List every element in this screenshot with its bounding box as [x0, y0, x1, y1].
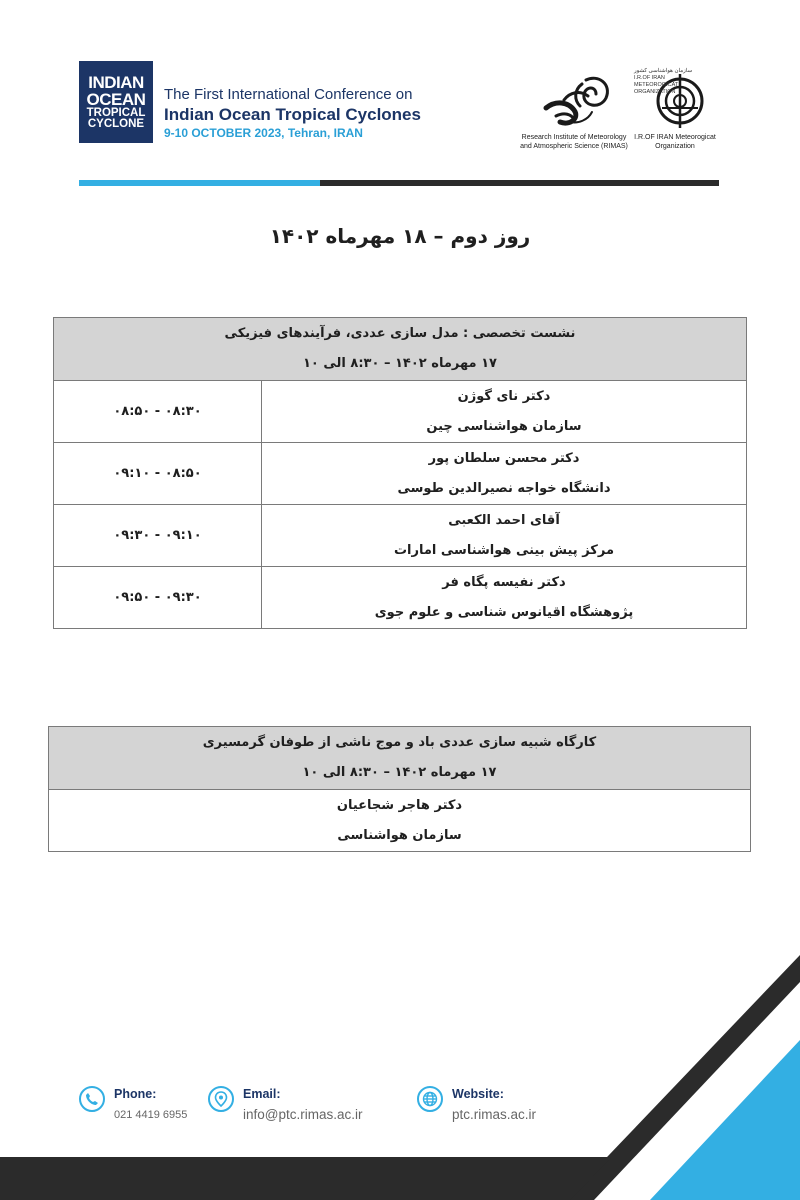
session2-title: کارگاه شبیه سازی عددی باد و موج ناشی از طوفان گرمسیری — [202, 735, 597, 750]
phone-value[interactable]: 021 4419 6955 — [114, 1109, 188, 1121]
phone-icon — [79, 1086, 105, 1112]
irimo-caption: I.R.OF IRAN Meteorogicat — [634, 134, 716, 141]
irimo-small-line: METEOROGICAT — [634, 82, 679, 88]
day-title: روز دوم – ۱۸ مهرماه ۱۴۰۲ — [269, 224, 531, 248]
speaker-name: دکتر نای گوژن — [457, 388, 551, 404]
logo-line: INDIAN — [88, 72, 144, 92]
speaker-org: سازمان هواشناسی — [337, 827, 462, 843]
irimo-caption: Organization — [655, 143, 695, 150]
time-slot: ۰۸:۳۰ - ۰۸:۵۰ — [113, 404, 202, 419]
time-slot: ۰۸:۵۰ - ۰۹:۱۰ — [113, 466, 202, 481]
rimas-caption: Research Institute of Meteorology — [521, 134, 627, 141]
conference-dates: 9-10 OCTOBER 2023, Tehran, IRAN — [164, 126, 363, 140]
conference-title-line2: Indian Ocean Tropical Cyclones — [164, 105, 421, 124]
location-pin-icon — [208, 1086, 234, 1112]
email-label: Email: — [243, 1087, 281, 1101]
speaker-org: مرکز پیش بینی هواشناسی امارات — [393, 542, 615, 558]
footer-bar — [0, 1157, 612, 1200]
conference-title-line1: The First International Conference on — [164, 86, 413, 103]
speaker-org: پژوهشگاه اقیانوس شناسی و علوم جوی — [374, 604, 634, 620]
speaker-org: سازمان هواشناسی چین — [426, 418, 582, 434]
time-slot: ۰۹:۱۰ - ۰۹:۳۰ — [113, 528, 202, 543]
speaker-org: دانشگاه خواجه نصیرالدین طوسی — [397, 480, 611, 496]
globe-icon — [417, 1086, 443, 1112]
logo-line: TROPICAL — [86, 106, 146, 119]
speaker-name: دکتر هاجر شجاعیان — [336, 797, 463, 813]
website-value[interactable]: ptc.rimas.ac.ir — [452, 1107, 537, 1122]
speaker-name: دکتر محسن سلطان پور — [428, 450, 580, 466]
speaker-name: آقای احمد الکعبی — [448, 512, 560, 528]
session1-title: نشست تخصصی : مدل سازی عددی، فرآیندهای فیزیکی — [224, 326, 576, 341]
time-slot: ۰۹:۳۰ - ۰۹:۵۰ — [113, 590, 202, 605]
session2-date: ۱۷ مهرماه ۱۴۰۲ – ۸:۳۰ الی ۱۰ — [302, 765, 497, 780]
rimas-caption: and Atmospheric Science (RIMAS) — [520, 143, 628, 150]
irimo-small-line: ORGANIZATION — [634, 89, 676, 95]
logo-line: OCEAN — [86, 89, 146, 109]
website-label: Website: — [452, 1087, 504, 1101]
session1-date: ۱۷ مهرماه ۱۴۰۲ – ۸:۳۰ الی ۱۰ — [303, 356, 497, 371]
blue-corner-triangle — [650, 1040, 800, 1200]
phone-label: Phone: — [114, 1087, 157, 1101]
logo-line: CYCLONE — [87, 118, 145, 130]
email-value[interactable]: info@ptc.rimas.ac.ir — [243, 1107, 363, 1122]
irimo-small-line: سازمان هواشناسی کشور — [634, 68, 693, 74]
irimo-small-line: I.R.OF IRAN — [634, 75, 665, 81]
speaker-name: دکتر نفیسه پگاه فر — [442, 574, 566, 590]
